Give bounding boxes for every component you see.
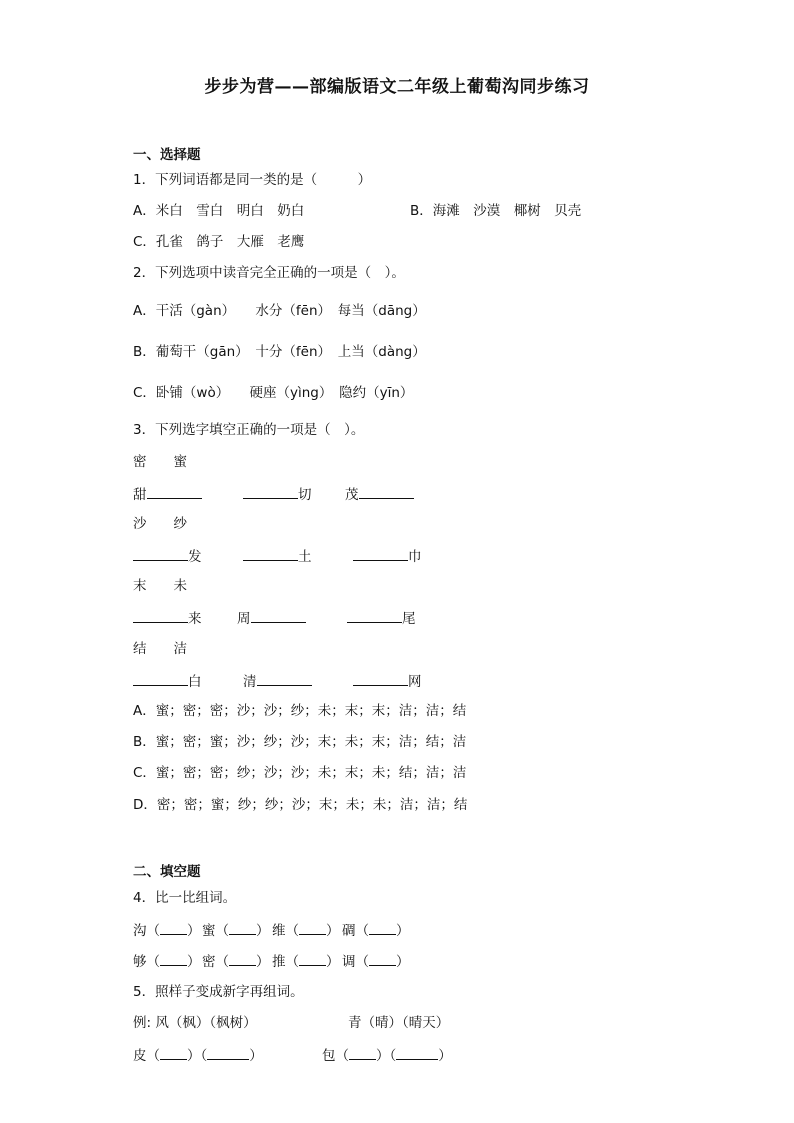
answer-blank[interactable]	[353, 546, 408, 561]
fill-item-prefix: 清	[243, 674, 257, 690]
answer-blank[interactable]	[396, 1045, 438, 1060]
answer-blank[interactable]	[229, 951, 256, 966]
word-group-item: 蜜（ ）	[202, 920, 270, 940]
char-pair-label: 沙 纱	[133, 516, 187, 532]
base-char: 沟	[133, 923, 147, 939]
question-1-option-a: A．米白 雪白 明白 奶白	[133, 203, 305, 219]
fill-item-suffix: 来	[188, 611, 202, 627]
fill-item	[243, 484, 312, 504]
fill-item	[133, 484, 202, 504]
question-5-stem: 5．照样子变成新字再组词。	[133, 984, 304, 1000]
base-char: 密	[202, 954, 216, 970]
page-title: 步步为营——部编版语文二年级上葡萄沟同步练习	[204, 77, 590, 97]
answer-blank[interactable]	[133, 546, 188, 561]
base-char: 包	[322, 1048, 336, 1064]
question-4-stem: 4．比一比组词。	[133, 890, 237, 906]
fill-item	[345, 484, 414, 504]
base-char: 推	[272, 954, 286, 970]
fill-item	[243, 671, 312, 691]
answer-blank[interactable]	[369, 951, 396, 966]
question-2-option-b: B．葡萄干（gān） 十分（fēn） 上当（dàng）	[133, 344, 426, 360]
question-3-option-a: A．蜜；密；密；沙；沙；纱；未；末；末；洁；洁；结	[133, 703, 467, 719]
base-char: 蜜	[202, 923, 216, 939]
answer-blank[interactable]	[299, 920, 326, 935]
word-group-item: 维（ ）	[272, 920, 340, 940]
fill-item	[243, 546, 312, 566]
answer-blank[interactable]	[160, 1045, 187, 1060]
fill-item	[133, 671, 202, 691]
answer-blank[interactable]	[369, 920, 396, 935]
section-heading-choice: 一、选择题	[133, 147, 201, 163]
question-3-stem: 3．下列选字填空正确的一项是（ ）。	[133, 422, 365, 438]
answer-blank[interactable]	[147, 484, 202, 499]
question-3-option-c: C．蜜；密；密；纱；沙；沙；未；末；未；结；洁；洁	[133, 765, 467, 781]
question-5-example-1: 例: 风（枫）（枫树）	[133, 1015, 257, 1031]
answer-blank[interactable]	[243, 546, 298, 561]
new-char-item: 包（ ）（ ）	[322, 1045, 452, 1065]
question-1-option-b: B．海滩 沙漠 椰树 贝壳	[410, 203, 582, 219]
question-3-option-d: D．密；密；蜜；纱；纱；沙；末；未；未；洁；洁；结	[133, 797, 468, 813]
question-3-option-b: B．蜜；密；蜜；沙；纱；沙；末；未；末；洁；结；洁	[133, 734, 467, 750]
answer-blank[interactable]	[251, 608, 306, 623]
new-char-item: 皮（ ）（ ）	[133, 1045, 263, 1065]
fill-item	[237, 608, 306, 628]
base-char: 够	[133, 954, 147, 970]
question-2-stem: 2．下列选项中读音完全正确的一项是（ ）。	[133, 265, 405, 281]
answer-blank[interactable]	[229, 920, 256, 935]
word-group-item: 够（ ）	[133, 951, 201, 971]
answer-blank[interactable]	[133, 608, 188, 623]
fill-item	[353, 671, 422, 691]
fill-item-suffix: 土	[298, 549, 312, 565]
word-group-item: 密（ ）	[202, 951, 270, 971]
char-pair-label: 结 洁	[133, 641, 187, 657]
answer-blank[interactable]	[243, 484, 298, 499]
fill-item	[347, 608, 416, 628]
answer-blank[interactable]	[257, 671, 312, 686]
question-1-option-c: C．孔雀 鸽子 大雁 老鹰	[133, 234, 305, 250]
base-char: 维	[272, 923, 286, 939]
question-5-example-2: 青（晴）（晴天）	[348, 1015, 450, 1031]
fill-item-prefix: 甜	[133, 487, 147, 503]
question-1-stem: 1．下列词语都是同一类的是（ ）	[133, 172, 372, 188]
answer-blank[interactable]	[160, 920, 187, 935]
fill-item-suffix: 切	[298, 487, 312, 503]
fill-item-suffix: 尾	[402, 611, 416, 627]
fill-item	[133, 608, 202, 628]
word-group-item: 沟（ ）	[133, 920, 201, 940]
answer-blank[interactable]	[353, 671, 408, 686]
fill-item-suffix: 网	[408, 674, 422, 690]
answer-blank[interactable]	[207, 1045, 249, 1060]
word-group-item: 调（ ）	[342, 951, 410, 971]
fill-item-prefix: 周	[237, 611, 251, 627]
fill-item-suffix: 巾	[408, 549, 422, 565]
base-char: 碉	[342, 923, 356, 939]
char-pair-label: 末 未	[133, 578, 187, 594]
section-heading-fill: 二、填空题	[133, 864, 201, 880]
fill-item-prefix: 茂	[345, 487, 359, 503]
base-char: 皮	[133, 1048, 147, 1064]
question-2-option-a: A．干活（gàn） 水分（fēn） 每当（dāng）	[133, 303, 426, 319]
base-char: 调	[342, 954, 356, 970]
answer-blank[interactable]	[359, 484, 414, 499]
answer-blank[interactable]	[347, 608, 402, 623]
question-2-option-c: C．卧铺（wò） 硬座（yìng） 隐约（yīn）	[133, 385, 414, 401]
char-pair-label: 密 蜜	[133, 454, 187, 470]
answer-blank[interactable]	[349, 1045, 376, 1060]
word-group-item: 推（ ）	[272, 951, 340, 971]
word-group-item: 碉（ ）	[342, 920, 410, 940]
answer-blank[interactable]	[133, 671, 188, 686]
answer-blank[interactable]	[160, 951, 187, 966]
fill-item	[353, 546, 422, 566]
fill-item-suffix: 白	[188, 674, 202, 690]
answer-blank[interactable]	[299, 951, 326, 966]
fill-item	[133, 546, 202, 566]
fill-item-suffix: 发	[188, 549, 202, 565]
